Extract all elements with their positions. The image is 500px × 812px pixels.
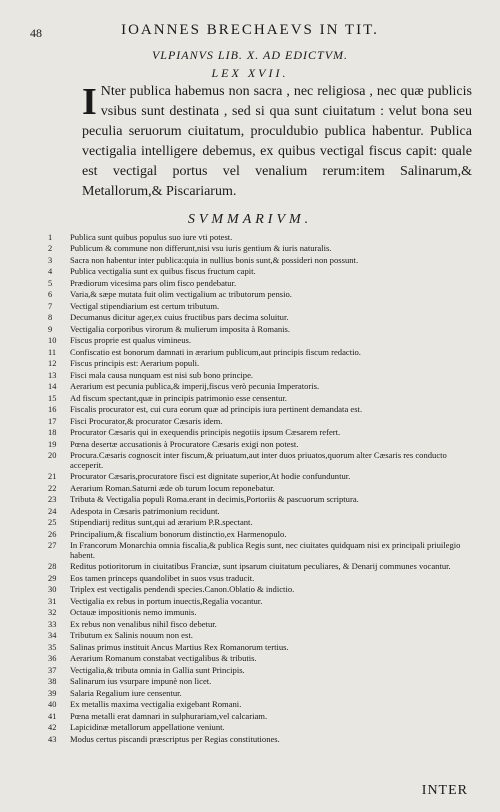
summary-item-number: 26 [48, 529, 57, 539]
summary-item-number: 2 [48, 244, 53, 254]
summary-item [48, 290, 478, 300]
summary-item [48, 712, 478, 722]
summary-title: SVMMARIVM. [187, 212, 313, 227]
summary-item-number: 7 [48, 301, 53, 311]
summary-item-number: 8 [48, 313, 53, 323]
summary-item-text: Procura.Cæsaris cognoscit inter fiscum,& priuatum,aut inter duos priuatos,quorum alter Cæsaris res conducto acceperit. [70, 450, 447, 470]
summary-item-text: Prædiorum vicesima pars olim fisco pendebatur. [70, 277, 237, 288]
summary-item-number: 42 [48, 723, 57, 733]
summary-item [48, 585, 478, 595]
summary-item-text: Reditus potioritorum in ciuitatibus Franciæ, sunt ipsarum ciuitatum peculiares, & Denarij communes vocantur. [70, 561, 451, 572]
summary-item-number: 35 [48, 642, 57, 652]
summary-item-number: 33 [48, 619, 57, 629]
summary-item-text: Tributum ex Salinis nouum non est. [70, 630, 193, 641]
summary-item-number: 11 [48, 347, 57, 357]
summary-item [48, 484, 478, 494]
summary-item-number: 3 [48, 255, 53, 265]
summary-item-number: 14 [48, 382, 57, 392]
summary-item-text: Varia,& sæpe mutata fuit olim vectigalium ac tributorum pensio. [70, 289, 292, 300]
summary-item [48, 394, 478, 404]
summary-item [48, 313, 478, 323]
summary-item-text: Fiscalis procurator est, cui cura eorum quæ ad principis iura pertinent demandata est. [70, 404, 363, 415]
summary-item-text: Pœna metalli erat damnari in sulphurariam,vel calcariam. [70, 710, 268, 721]
summary-item [48, 233, 478, 243]
summary-item [48, 244, 478, 254]
summary-item-text: Fisci Procurator,& procurator Cæsaris idem. [70, 415, 223, 426]
summary-item [48, 620, 478, 630]
summary-item-number: 13 [48, 370, 57, 380]
catchword: INTER [421, 783, 468, 798]
summary-item [48, 597, 478, 607]
page-number: 48 [30, 26, 42, 40]
summary-item [48, 518, 478, 528]
summary-item-number: 6 [48, 290, 53, 300]
summary-item-number: 34 [48, 631, 57, 641]
summary-item-number: 27 [48, 541, 57, 551]
summary-item-text: Fiscus principis est: Aerarium populi. [70, 358, 200, 369]
running-title: IOANNES BRECHAEVS IN TIT. [121, 22, 379, 38]
summary-item-text: Publica sunt quibus populus suo iure vti potest. [70, 232, 233, 242]
summary-item [48, 723, 478, 733]
summary-item-number: 36 [48, 654, 57, 664]
summary-item [48, 541, 478, 560]
summary-item [48, 348, 478, 358]
summary-item-number: 10 [48, 336, 57, 346]
summary-item-text: Salinarum ius vsurpare impunè non licet. [70, 676, 212, 687]
summary-item-number: 9 [48, 324, 53, 334]
summary-item [48, 689, 478, 699]
summary-item-text: Tributa & Vectigalia populi Roma.erant in decimis,Portoriis & pascuorum scriptura. [70, 494, 359, 505]
summary-item-number: 38 [48, 677, 57, 687]
section-subtitle: VLPIANVS LIB. X. AD EDICTVM. [151, 48, 349, 62]
summary-item [48, 495, 478, 505]
summary-item-number: 28 [48, 562, 57, 572]
summary-item [48, 643, 478, 653]
summary-item [48, 325, 478, 335]
summary-item [48, 267, 478, 277]
summary-item [48, 336, 478, 346]
summary-item [48, 279, 478, 289]
summary-item [48, 654, 478, 664]
summary-item-number: 21 [48, 472, 57, 482]
summary-item-number: 15 [48, 393, 57, 403]
summary-item [48, 382, 478, 392]
summary-item-text: Confiscatio est bonorum damnati in ærarium publicum,aut principis fiscum redactio. [70, 346, 361, 357]
summary-item [48, 631, 478, 641]
summary-item-text: Vectigalia,& tributa omnia in Gallia sunt Principis. [70, 664, 245, 675]
summary-item-text: Vectigalia ex rebus in portum inuectis,Regalia vocantur. [70, 595, 263, 606]
summary-item-text: Principalium,& fiscalium bonorum distinctio,ex Harmenopulo. [70, 528, 287, 539]
summary-item-number: 20 [48, 451, 57, 461]
summary-item [48, 677, 478, 687]
summary-item-text: Salinas primus instituit Ancus Martius Rex Romanorum tertius. [70, 641, 289, 652]
summary-item-text: Triplex est vectigalis pendendi species.Canon.Oblatio & indictio. [70, 584, 295, 595]
summary-item-text: Vectigalia corporibus virorum & mulierum imposita à Romanis. [70, 323, 291, 334]
summary-item-text: Sacra non habentur inter publica:quia in nullius bonis sunt,& possideri non possunt. [70, 254, 359, 265]
summary-item [48, 562, 478, 572]
summary-item-text: Procurator Cæsaris qui in exequendis principis negotiis ipsum Cæsarem refert. [70, 427, 341, 438]
summary-item-text: Decumanus dicitur ager,ex cuius fructibus pars decima soluitur. [70, 312, 289, 323]
summary-item-text: In Francorum Monarchia omnia fiscalia,& publica Regis sunt, nec ciuitates quidquam nisi ex principali priuilegio habent. [70, 540, 461, 560]
summary-item [48, 451, 478, 470]
summary-item-number: 43 [48, 734, 57, 744]
summary-item [48, 417, 478, 427]
summary-item-text: Vectigal stipendiarium est certum tributum. [70, 300, 220, 311]
summary-item-number: 19 [48, 439, 57, 449]
summary-item [48, 256, 478, 266]
summary-item [48, 405, 478, 415]
summary-item [48, 530, 478, 540]
summary-item [48, 359, 478, 369]
summary-item [48, 608, 478, 618]
summary-item-number: 40 [48, 700, 57, 710]
summary-item-text: Modus certus piscandi præscriptus per Regias constitutiones. [70, 733, 280, 744]
summary-item-number: 1 [48, 233, 53, 242]
summary-item-number: 18 [48, 428, 57, 438]
summary-item-text: Fiscus proprie est qualus vimineus. [70, 335, 192, 346]
summary-item-text: Ex metallis maxima vectigalia exigebant Romani. [70, 699, 242, 710]
summary-item-text: Publicum & commune non differunt,nisi vsu iuris gentium & iuris naturalis. [70, 243, 332, 254]
summary-item [48, 574, 478, 584]
summary-item [48, 700, 478, 710]
summary-item-number: 24 [48, 506, 57, 516]
summary-item-number: 31 [48, 596, 57, 606]
drop-cap: I [82, 81, 97, 123]
lex-heading: LEX XVII. [211, 66, 289, 80]
summary-item-number: 12 [48, 359, 57, 369]
summary-item-text: Publica vectigalia sunt ex quibus fiscus fructum capit. [70, 266, 256, 277]
intro-text: Nter publica habemus non sacra , nec religiosa , nec quæ publicis vsibus sunt destinata , sed si qua sunt ciuitatum : velut bona seu peculia seruorum ciuitatum, proculdubio publica habentur. Publica vectigalia intelligere debemus, ex quibus vectigal fiscus capit: quale est vectigal portus vel venalium rerum:item Salinarum,& Metallorum,& Piscariarum. [82, 84, 472, 199]
summary-item-number: 23 [48, 495, 57, 505]
summary-item [48, 666, 478, 676]
summary-item-text: Aerarium est pecunia publica,& imperij,fiscus verò pecunia Imperatoris. [70, 381, 320, 392]
summary-item-number: 29 [48, 573, 57, 583]
summary-item-text: Adespota in Cæsaris patrimonium recidunt. [70, 505, 220, 516]
summary-item [48, 507, 478, 517]
summary-item-number: 41 [48, 711, 57, 721]
summary-item-number: 16 [48, 405, 57, 415]
summary-item-text: Eos tamen princeps quandolibet in suos vsus traducit. [70, 572, 255, 583]
summary-item-number: 32 [48, 608, 57, 618]
summary-item [48, 440, 478, 450]
intro-paragraph [82, 82, 472, 202]
summary-item-number: 5 [48, 278, 53, 288]
summary-item [48, 302, 478, 312]
summary-item-text: Aerarium Roman.Saturni æde ob turum locum reponebatur. [70, 482, 275, 493]
summary-item [48, 735, 478, 745]
summary-item-text: Pœna desertæ accusationis à Procuratore Cæsaris exigi non potest. [70, 438, 299, 449]
summary-item-text: Aerarium Romanum constabat vectigalibus & tributis. [70, 653, 257, 664]
summary-item-text: Ex rebus non venalibus nihil fisco debetur. [70, 618, 217, 629]
summary-item [48, 472, 478, 482]
summary-item-number: 17 [48, 416, 57, 426]
summary-item-number: 30 [48, 585, 57, 595]
summary-item-text: Fisci mala causa nunquam est nisi sub bono principe. [70, 369, 254, 380]
summary-item-text: Lapicidinæ metallorum appellatione veniunt. [70, 722, 225, 733]
summary-item-text: Stipendiarij reditus sunt,qui ad ærarium P.R.spectant. [70, 517, 253, 528]
summary-item-text: Salaria Regalium iure censentur. [70, 687, 182, 698]
summary-item-number: 4 [48, 267, 53, 277]
summary-item-number: 22 [48, 483, 57, 493]
summary-item-number: 39 [48, 688, 57, 698]
summary-item-number: 25 [48, 518, 57, 528]
summary-item-text: Octauæ impositionis nemo immunis. [70, 607, 197, 618]
summary-item [48, 371, 478, 381]
summary-item [48, 428, 478, 438]
summary-item-text: Ad fiscum spectant,quæ in principis patrimonio esse censentur. [70, 392, 287, 403]
summary-item-text: Procurator Cæsaris,procuratore fisci est dignitate superior,At hodie confunduntur. [70, 471, 351, 482]
summary-list [48, 233, 478, 746]
summary-item-number: 37 [48, 665, 57, 675]
